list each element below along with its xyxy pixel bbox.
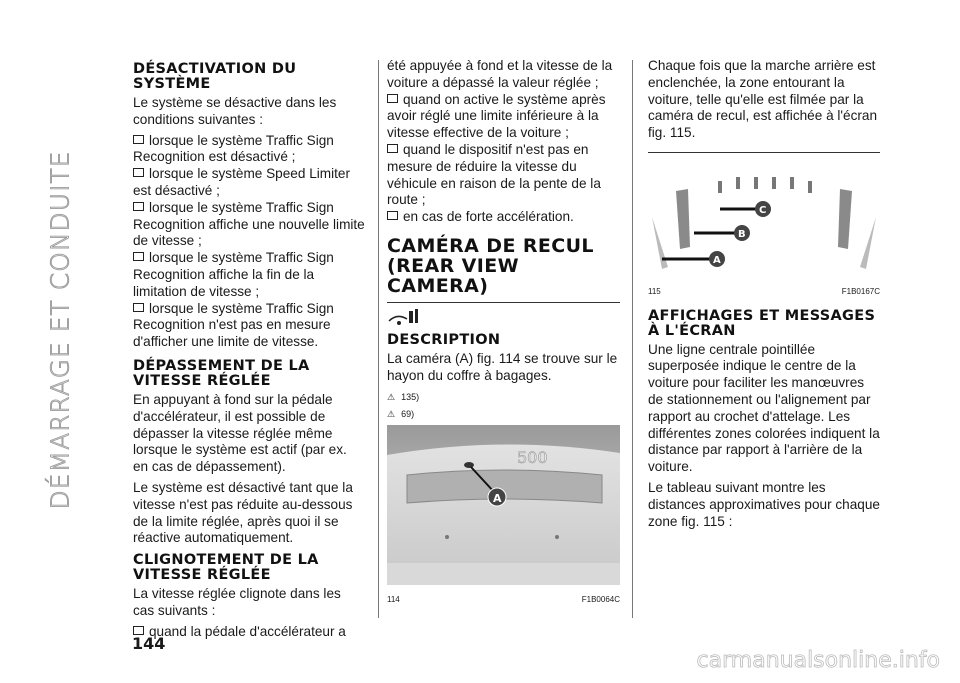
column-divider <box>378 60 379 618</box>
column-2 <box>387 58 620 609</box>
warning-icon: ⚠ <box>387 391 396 402</box>
bullet-item: quand le dispositif n'est pas en mesure de réduire la vitesse du véhicule en raison de la pente de la route ; <box>387 141 601 208</box>
warning-ref: ⚠ 135) <box>387 389 620 406</box>
bullet-item: quand on active le système après avoir réglé une limite inférieure à la vitesse effective de la voiture ; <box>387 91 606 141</box>
parking-guidelines-diagram <box>648 157 880 277</box>
bullet-box-icon <box>133 202 144 211</box>
bullet-item: lorsque le système Traffic Sign Recognition n'est pas en mesure d'afficher une limite de vitesse. <box>133 300 334 350</box>
paragraph: Le système est désactivé tant que la vitesse n'est pas réduite au-dessous de la limite réglée, après quoi il se réactive automatiquement. <box>133 479 353 546</box>
bullet-box-icon <box>387 211 398 220</box>
bullet-box-icon <box>387 144 398 153</box>
bullet-box-icon <box>133 135 144 144</box>
chapter-side-title: DÉMARRAGE ET CONDUITE <box>45 150 75 510</box>
paragraph: La caméra (A) fig. 114 se trouve sur le hayon du coffre à bagages. <box>387 350 618 383</box>
bullet-box-icon <box>133 252 144 261</box>
camera-icon <box>387 307 620 329</box>
bullet-item: quand la pédale d'accélérateur a <box>133 624 365 641</box>
heading-camera: CAMÉRA DE RECUL (REAR VIEW CAMERA) <box>387 234 594 297</box>
bullet-box-icon <box>387 94 398 103</box>
heading-description: DESCRIPTION <box>387 331 501 348</box>
tailgate-camera-photo <box>387 425 620 585</box>
heading-desactivation: DÉSACTIVATION DU SYSTÈME <box>133 61 297 92</box>
bullet-item: lorsque le système Traffic Sign Recognition affiche une nouvelle limite de vitesse ; <box>133 199 365 249</box>
paragraph: Le tableau suivant montre les distances approximatives pour chaque zone fig. 115 : <box>648 479 880 529</box>
heading-rule <box>387 302 620 303</box>
figure-caption: 115 F1B0167C <box>648 286 880 296</box>
svg-text:B: B <box>738 228 746 240</box>
bullet-item: lorsque le système Traffic Sign Recognition est désactivé ; <box>133 132 334 165</box>
column-3 <box>648 58 880 534</box>
svg-text:500: 500 <box>517 448 548 468</box>
watermark: carmanualsonline.info <box>696 648 940 673</box>
paragraph: En appuyant à fond sur la pédale d'accélérateur, il est possible de dépasser la vitesse réglée même lorsque le système est actif (par ex. en cas de dépassement). <box>133 391 347 475</box>
svg-text:C: C <box>759 204 767 216</box>
bullet-box-icon <box>133 303 144 312</box>
bullet-item: lorsque le système Traffic Sign Recognition affiche la fin de la limitation de vitesse ; <box>133 250 334 299</box>
svg-text:A: A <box>493 492 502 506</box>
paragraph: Chaque fois que la marche arrière est enclenchée, la zone entourant la voiture, telle qu'elle est filmée par la caméra de recul, est affichée à l'écran fig. 115. <box>648 58 878 141</box>
heading-depassement: DÉPASSEMENT DE LA VITESSE RÉGLÉE <box>133 357 310 389</box>
column-1 <box>133 58 365 641</box>
figure-114 <box>387 425 620 609</box>
svg-text:A: A <box>713 254 721 266</box>
paragraph: été appuyée à fond et la vitesse de la voiture a dépassé la valeur réglée ; <box>387 58 613 90</box>
bullet-item: lorsque le système Speed Limiter est désactivé ; <box>133 166 350 198</box>
paragraph: La vitesse réglée clignote dans les cas suivants : <box>133 586 341 618</box>
bullet-item: en cas de forte accélération. <box>387 209 620 226</box>
heading-affichages: AFFICHAGES ET MESSAGES À L'ÉCRAN <box>648 307 876 339</box>
paragraph: Une ligne centrale pointillée superposée indique le centre de la voiture pour faciliter les manœuvres de stationnement ou l'alignement par rapport au crochet d'attelage. Les différentes zones colorées indiquent la distance par rapport à l'arrière de la voiture. <box>648 341 880 475</box>
figure-rule <box>648 152 880 153</box>
caution-icon: ⚠ <box>387 409 396 420</box>
caution-ref: ⚠ 69) <box>387 406 620 423</box>
paragraph: Le système se désactive dans les conditions suivantes : <box>133 95 337 127</box>
figure-115 <box>648 157 880 301</box>
heading-clignotement: CLIGNOTEMENT DE LA VITESSE RÉGLÉE <box>133 552 319 584</box>
bullet-box-icon <box>133 168 144 177</box>
figure-caption: 114 F1B0064C <box>387 594 620 604</box>
column-divider <box>632 60 633 618</box>
page-number: 144 <box>132 634 166 653</box>
